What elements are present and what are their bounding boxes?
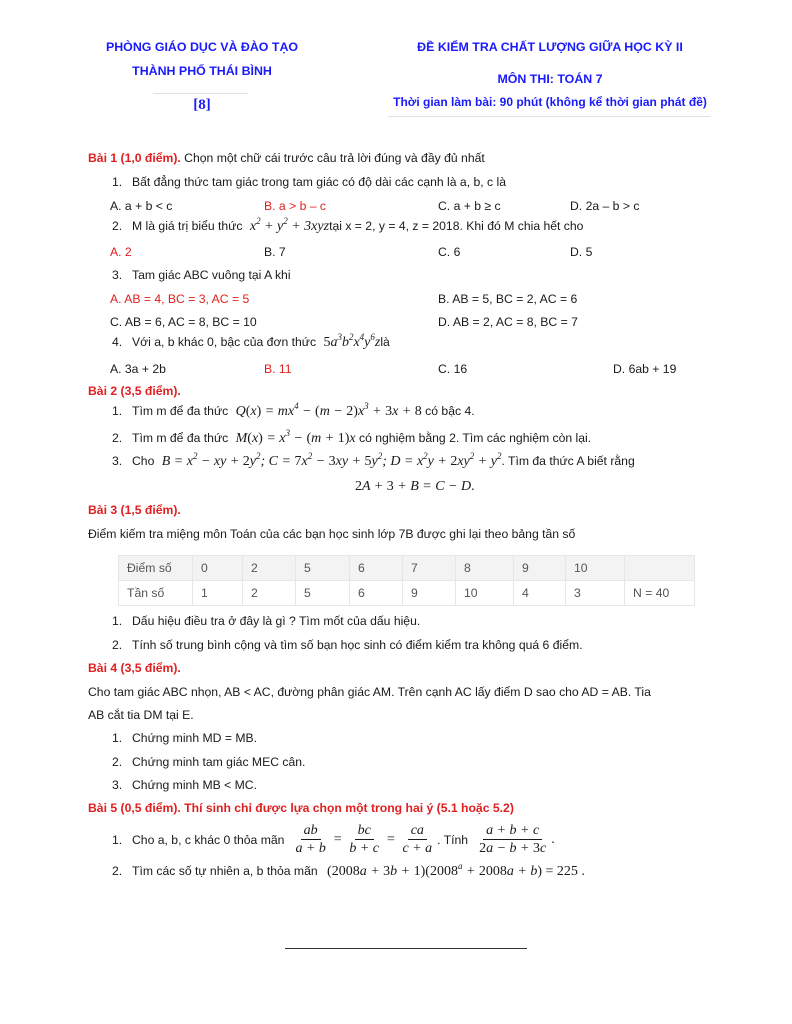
table-cell: 0 bbox=[193, 556, 243, 581]
exam-subject: MÔN THI: TOÁN 7 bbox=[497, 72, 603, 86]
frequency-table bbox=[118, 555, 695, 606]
q-text: tại x = 2, y = 4, z = 2018. Khi đó M chia hết cho bbox=[329, 219, 584, 233]
bai1-q1-option-d: D. 2a – b > c bbox=[570, 199, 640, 213]
bai1-q3-option-b: B. AB = 5, BC = 2, AC = 6 bbox=[438, 292, 578, 306]
equation-2A-3-B: 2A + 3 + B = C − D. bbox=[355, 479, 475, 494]
q-text: Dấu hiệu điều tra ở đây là gì ? Tìm mốt của dấu hiệu. bbox=[132, 614, 421, 628]
table-cell: 7 bbox=[403, 556, 456, 581]
q-text: Chứng minh MD = MB. bbox=[132, 731, 257, 745]
table-cell: 10 bbox=[566, 556, 625, 581]
q-number: 1. bbox=[112, 832, 123, 847]
q-number: 1. bbox=[112, 731, 123, 745]
q-number: 2. bbox=[112, 638, 123, 652]
q-text: Tính số trung bình cộng và tìm số bạn học sinh có điểm kiểm tra không quá 6 điểm. bbox=[132, 638, 583, 652]
bai5-q2 bbox=[112, 861, 585, 880]
bai2-q2 bbox=[112, 428, 592, 447]
q-text: . Tìm đa thức A biết rằng bbox=[501, 454, 635, 468]
q-number: 3. bbox=[112, 268, 123, 282]
school-city: THÀNH PHỐ THÁI BÌNH bbox=[132, 64, 272, 78]
bai4-q2 bbox=[112, 755, 305, 769]
target-fraction: $\frac{a + b + c}{2a - b + 3c}$ . bbox=[479, 823, 555, 856]
bai1-q2-option-b: B. 7 bbox=[264, 245, 286, 259]
table-cell: 5 bbox=[296, 556, 350, 581]
ratio-equation: $\frac{ab}{a + b}$ = $\frac{bc}{b + c}$ = $\frac{ca}{c + a}$ bbox=[295, 823, 433, 856]
bai2-q3 bbox=[112, 451, 635, 470]
bai2-q1 bbox=[112, 401, 475, 420]
school-department: PHÒNG GIÁO DỤC VÀ ĐÀO TẠO bbox=[105, 40, 299, 54]
q-text: Với a, b khác 0, bậc của đơn thức bbox=[132, 335, 317, 349]
bai3-intro: Điểm kiếm tra miệng môn Toán của các bạn học sinh lớp 7B được ghi lại theo bảng tần số bbox=[88, 527, 576, 541]
table-row-frequencies bbox=[119, 581, 695, 606]
q-text: Tam giác ABC vuông tại A khi bbox=[132, 268, 291, 282]
q-number: 2. bbox=[112, 219, 123, 233]
q-number: 3. bbox=[112, 454, 123, 468]
bai1-q4-option-d: D. 6ab + 19 bbox=[613, 362, 677, 376]
q-number: 1. bbox=[112, 404, 123, 418]
table-cell: 6 bbox=[350, 581, 403, 606]
bai1-q1 bbox=[112, 175, 506, 189]
bai1-q4 bbox=[112, 332, 390, 351]
table-cell: 9 bbox=[514, 556, 566, 581]
exam-code: [8] bbox=[193, 97, 211, 113]
table-cell: 2 bbox=[243, 581, 296, 606]
monomial-expression: $5a^3b^2x^4y^6z$ bbox=[323, 332, 381, 350]
bai1-q1-option-a: A. a + b < c bbox=[110, 199, 173, 213]
bai4-q1 bbox=[112, 731, 257, 745]
table-cell: 9 bbox=[403, 581, 456, 606]
bai1-title: Bài 1 (1,0 điểm). bbox=[88, 151, 181, 165]
table-cell-total: N = 40 bbox=[625, 581, 695, 606]
exam-title: ĐỀ KIỂM TRA CHẤT LƯỢNG GIỮA HỌC KỲ II bbox=[417, 40, 683, 54]
bai5-q1 bbox=[112, 822, 555, 857]
bai3-q1 bbox=[112, 614, 420, 628]
bai1-q3-option-d: D. AB = 2, AC = 8, BC = 7 bbox=[438, 315, 578, 329]
q-text: Cho a, b, c khác 0 thỏa mãn bbox=[132, 832, 285, 847]
bai1-q3-option-a: A. AB = 4, BC = 3, AC = 5 bbox=[110, 292, 250, 306]
polynomial-Q: $Q(x) = mx^4 - (m - 2)x^3 + 3x + 8$ bbox=[235, 401, 422, 419]
q-text: Chứng minh tam giác MEC cân. bbox=[132, 755, 306, 769]
header-right-divider bbox=[388, 116, 710, 117]
table-cell: 3 bbox=[566, 581, 625, 606]
q-text: Chứng minh MB < MC. bbox=[132, 778, 257, 792]
bai1-q4-option-a: A. 3a + 2b bbox=[110, 362, 166, 376]
table-cell: 4 bbox=[514, 581, 566, 606]
bai1-q1-option-c: C. a + b ≥ c bbox=[438, 199, 501, 213]
bai1-q2 bbox=[112, 216, 584, 235]
q-number: 1. bbox=[112, 614, 123, 628]
table-cell: 1 bbox=[193, 581, 243, 606]
q-text: Tìm các số tự nhiên a, b thỏa mãn bbox=[132, 864, 318, 878]
bai3-title: Bài 3 (1,5 điểm). bbox=[88, 503, 181, 517]
q-text: . Tính bbox=[437, 832, 469, 847]
bai1-q4-option-c: C. 16 bbox=[438, 362, 468, 376]
bai2-title: Bài 2 (3,5 điểm). bbox=[88, 384, 181, 398]
q-text: Cho bbox=[132, 454, 155, 468]
row-label: Tần số bbox=[119, 581, 193, 606]
bai1-q1-option-b: B. a > b – c bbox=[264, 199, 326, 213]
q-text: M là giá trị biểu thức bbox=[132, 219, 243, 233]
bai3-q2 bbox=[112, 638, 583, 652]
expression-x2y2xyz: $x^2 + y^2 + 3xyz$ bbox=[249, 216, 330, 234]
table-cell bbox=[625, 556, 695, 581]
q-number: 1. bbox=[112, 175, 123, 189]
bai1-q2-option-a: A. 2 bbox=[110, 245, 132, 259]
table-cell: 8 bbox=[456, 556, 514, 581]
table-cell: 2 bbox=[243, 556, 296, 581]
bai4-q3 bbox=[112, 778, 257, 792]
bai1-q3-option-c: C. AB = 6, AC = 8, BC = 10 bbox=[110, 315, 257, 329]
bai5-title: Bài 5 (0,5 điểm). Thí sinh chỉ được lựa chọn một trong hai ý (5.1 hoặc 5.2) bbox=[88, 801, 514, 815]
exam-time: Thời gian làm bài: 90 phút (không kể thời gian phát đề) bbox=[393, 95, 707, 109]
bai1-instruction: Chọn một chữ cái trước câu trả lời đúng và đầy đủ nhất bbox=[180, 151, 485, 165]
q-text: có nghiệm bằng 2. Tìm các nghiệm còn lại. bbox=[358, 431, 592, 445]
end-divider bbox=[285, 948, 527, 949]
q-text: Bất đẳng thức tam giác trong tam giác có độ dài các cạnh là a, b, c là bbox=[132, 175, 506, 189]
bai4-intro-line2: AB cắt tia DM tại E. bbox=[88, 708, 194, 722]
q-text: là bbox=[380, 335, 390, 349]
bai1-heading bbox=[88, 151, 485, 165]
bai4-title: Bài 4 (3,5 điểm). bbox=[88, 661, 181, 675]
equation-2008: $(2008a + 3b + 1)(2008^a + 2008a + b) = 225$ . bbox=[327, 861, 585, 879]
polynomials-BCD: $B = x^2$ − xy + $2y^2$; $C = 7x^2 - 3xy + 5y^2$; $D = x^2y + 2xy^2 + y^2$ bbox=[161, 451, 502, 469]
q-number: 3. bbox=[112, 778, 123, 792]
bai1-q2-option-d: D. 5 bbox=[570, 245, 593, 259]
table-cell: 10 bbox=[456, 581, 514, 606]
q-number: 2. bbox=[112, 864, 123, 878]
table-cell: 6 bbox=[350, 556, 403, 581]
q-number: 2. bbox=[112, 431, 123, 445]
table-cell: 5 bbox=[296, 581, 350, 606]
bai1-q4-option-b: B. 11 bbox=[264, 362, 292, 376]
row-label: Điểm số bbox=[119, 556, 193, 581]
bai4-intro-line1: Cho tam giác ABC nhọn, AB < AC, đường phân giác AM. Trên cạnh AC lấy điểm D sao cho AD = AB. Tia bbox=[88, 685, 651, 699]
polynomial-M: $M(x) = x^3 - (m + 1)x$ bbox=[235, 428, 356, 446]
q-number: 4. bbox=[112, 335, 123, 349]
bai1-q3 bbox=[112, 268, 291, 282]
bai1-q2-option-c: C. 6 bbox=[438, 245, 461, 259]
q-text: có bậc 4. bbox=[425, 404, 475, 418]
q-text: Tìm m để đa thức bbox=[132, 431, 229, 445]
q-number: 2. bbox=[112, 755, 123, 769]
header-left-divider bbox=[153, 93, 248, 94]
table-row-scores bbox=[119, 556, 695, 581]
q-text: Tìm m để đa thức bbox=[132, 404, 229, 418]
